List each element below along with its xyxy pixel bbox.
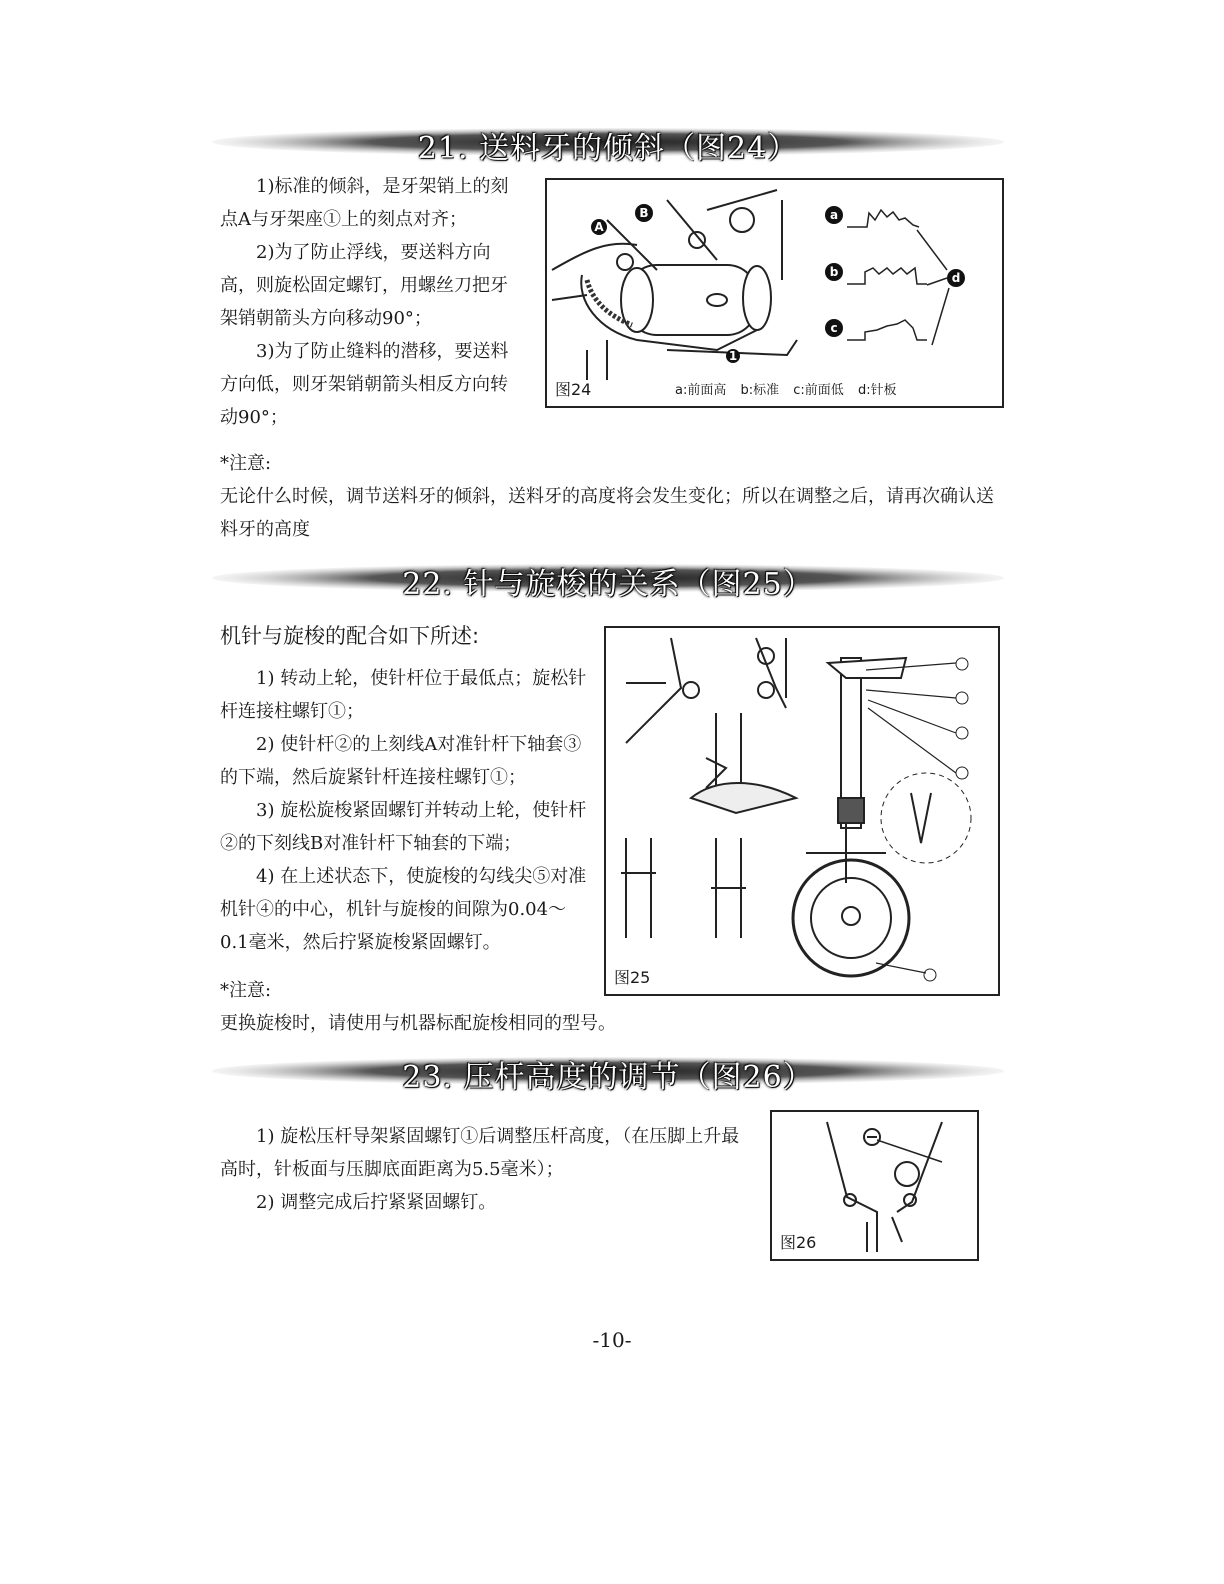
section-21-body	[220, 170, 525, 434]
legend-b: b:标准	[740, 383, 780, 398]
section-22-header	[212, 556, 1004, 600]
section-23-title: 23. 压杆高度的调节（图26）	[402, 1060, 814, 1095]
note-label: *注意:	[220, 980, 272, 1001]
note-text: 更换旋梭时，请使用与机器标配旋梭相同的型号。	[220, 1013, 616, 1034]
section-23-step-2: 2) 调整完成后拧紧紧固螺钉。	[256, 1192, 497, 1213]
section-22-lead: 机针与旋梭的配合如下所述:	[220, 624, 480, 648]
section-21-title: 21. 送料牙的倾斜（图24）	[417, 131, 799, 166]
legend-c: c:前面低	[793, 383, 844, 398]
section-22-step-2: 2) 使针杆②的上刻线A对准针杆下轴套③的下端，然后旋紧针杆连接柱螺钉①；	[220, 734, 582, 788]
svg-text:B: B	[639, 206, 649, 220]
section-23-body	[220, 1120, 755, 1219]
section-21-step-3: 3)为了防止缝料的潜移，要送料方向低，则牙架销朝箭头相反方向转动90°；	[220, 341, 509, 428]
figure-26-caption: 图26	[780, 1233, 817, 1252]
section-22-step-3: 3) 旋松旋梭紧固螺钉并转动上轮，使针杆②的下刻线B对准针杆下轴套的下端；	[220, 800, 587, 854]
legend-d: d:针板	[857, 383, 897, 398]
section-23-header	[212, 1049, 1004, 1093]
svg-text:d: d	[951, 271, 961, 285]
figure-24	[545, 178, 1004, 408]
section-21-step-2: 2)为了防止浮线，要送料方向高，则旋松固定螺钉，用螺丝刀把牙架销朝箭头方向移动90°；	[220, 242, 508, 329]
section-21-header	[212, 120, 1004, 164]
note-text: 无论什么时候，调节送料牙的倾斜，送料牙的高度将会发生变化；所以在调整之后，请再次确认送料牙的高度	[220, 486, 994, 540]
section-23-step-1: 1) 旋松压杆导架紧固螺钉①后调整压杆高度，（在压脚上升最高时，针板面与压脚底面距离为5.5毫米）；	[220, 1126, 740, 1180]
section-22-step-1: 1) 转动上轮，使针杆位于最低点；旋松针杆连接柱螺钉①；	[220, 668, 587, 722]
section-21-note	[220, 447, 1010, 546]
figure-25	[604, 626, 1000, 996]
feed-dog-illustration	[547, 180, 1002, 406]
svg-text:A: A	[594, 220, 604, 234]
figure-24-caption: 图24	[555, 380, 592, 399]
section-22-title: 22. 针与旋梭的关系（图25）	[402, 567, 814, 602]
section-22-body	[220, 662, 592, 959]
svg-text:a: a	[829, 208, 839, 222]
needle-hook-illustration	[606, 628, 998, 994]
svg-text:c: c	[830, 321, 838, 335]
figure-26	[770, 1110, 979, 1261]
figure-24-legend	[675, 379, 907, 398]
legend-a: a:前面高	[675, 383, 727, 398]
section-22-step-4: 4) 在上述状态下，使旋梭的勾线尖⑤对准机针④的中心，机针与旋梭的间隙为0.04～0.1毫米，然后拧紧旋梭紧固螺钉。	[220, 866, 587, 953]
svg-text:b: b	[829, 265, 839, 279]
figure-25-caption: 图25	[614, 968, 651, 987]
page-number: -10-	[592, 1328, 632, 1352]
note-label: *注意:	[220, 453, 272, 474]
svg-text:1: 1	[728, 349, 738, 363]
section-21-step-1: 1)标准的倾斜，是牙架销上的刻点A与牙架座①上的刻点对齐；	[220, 176, 509, 230]
